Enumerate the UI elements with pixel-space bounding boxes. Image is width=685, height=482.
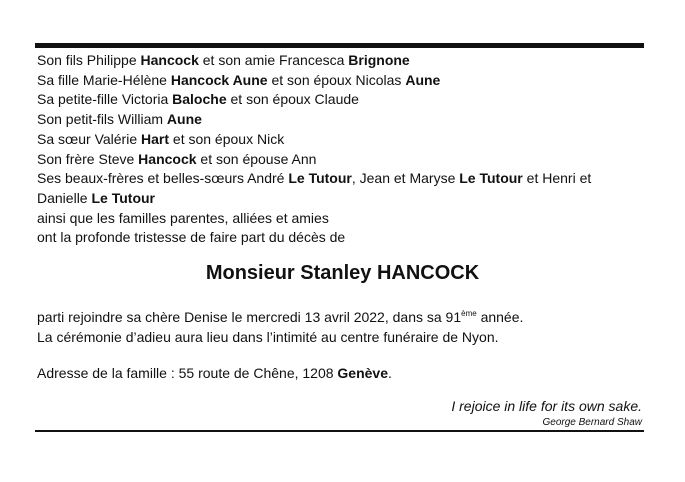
- family-line: [37, 71, 637, 91]
- notice-body: [37, 308, 647, 347]
- family-surname: Aune: [405, 71, 441, 88]
- family-line: [37, 150, 637, 170]
- top-rule: [35, 43, 644, 48]
- deceased-name: Monsieur Stanley HANCOCK: [205, 262, 480, 284]
- family-surname: Hancock Aune: [170, 71, 268, 88]
- address-city: Genève: [337, 365, 389, 381]
- family-text: Sa sœur Valérie: [37, 130, 141, 147]
- family-text: et Henri et Danielle: [37, 170, 592, 206]
- family-text: Son petit-fils William: [37, 111, 167, 128]
- address-end: .: [388, 365, 392, 381]
- family-text: Son fils Philippe: [37, 52, 141, 68]
- family-line: [37, 90, 637, 110]
- family-surname: Baloche: [172, 91, 227, 108]
- family-text: et son époux Nick: [169, 130, 285, 147]
- family-line: [37, 169, 637, 208]
- death-notice-text: parti rejoindre sa chère Denise le mercredi 13 avril 2022, dans sa 91: [37, 309, 462, 325]
- family-surname: Hart: [141, 130, 170, 147]
- death-notice-line: [37, 308, 647, 328]
- family-text: et son amie Francesca: [198, 52, 349, 68]
- family-text: et son époux Claude: [226, 91, 359, 108]
- quote-author: George Bernard Shaw: [542, 417, 642, 428]
- family-text: et son époux Nicolas: [267, 71, 406, 88]
- ordinal-suffix: ème: [461, 309, 477, 318]
- family-line: [37, 110, 637, 130]
- family-line: [37, 130, 637, 150]
- family-surname: Le Tutour: [288, 170, 352, 187]
- family-text: ont la profonde tristesse de faire part du décès de: [37, 229, 346, 246]
- family-surname: Aune: [166, 111, 202, 128]
- address-text: Adresse de la famille : 55 route de Chêne, 1208: [37, 365, 338, 381]
- family-surname: Le Tutour: [459, 170, 523, 187]
- family-text: Sa fille Marie-Hélène: [37, 71, 171, 88]
- family-text: et son épouse Ann: [196, 150, 317, 167]
- family-line: [37, 209, 637, 229]
- family-surname: Hancock: [140, 52, 199, 68]
- family-surname: Hancock: [138, 150, 197, 167]
- family-list: [37, 51, 637, 248]
- family-text: , Jean et Maryse: [351, 170, 460, 187]
- family-line: [37, 51, 637, 71]
- family-text: Son frère Steve: [37, 150, 139, 167]
- family-text: Ses beaux-frères et belles-sœurs André: [37, 170, 289, 187]
- family-surname: Brignone: [348, 52, 410, 68]
- quote-text: I rejoice in life for its own sake.: [451, 398, 642, 414]
- family-text: Sa petite-fille Victoria: [37, 91, 173, 108]
- death-notice-end: année.: [476, 309, 524, 325]
- family-text: ainsi que les familles parentes, alliées et amies: [37, 209, 329, 226]
- address-line: [37, 365, 647, 381]
- family-line: [37, 228, 637, 248]
- bottom-rule: [35, 430, 644, 432]
- ceremony-line: La cérémonie d’adieu aura lieu dans l’intimité au centre funéraire de Nyon.: [37, 328, 499, 345]
- family-surname: Le Tutour: [91, 189, 155, 206]
